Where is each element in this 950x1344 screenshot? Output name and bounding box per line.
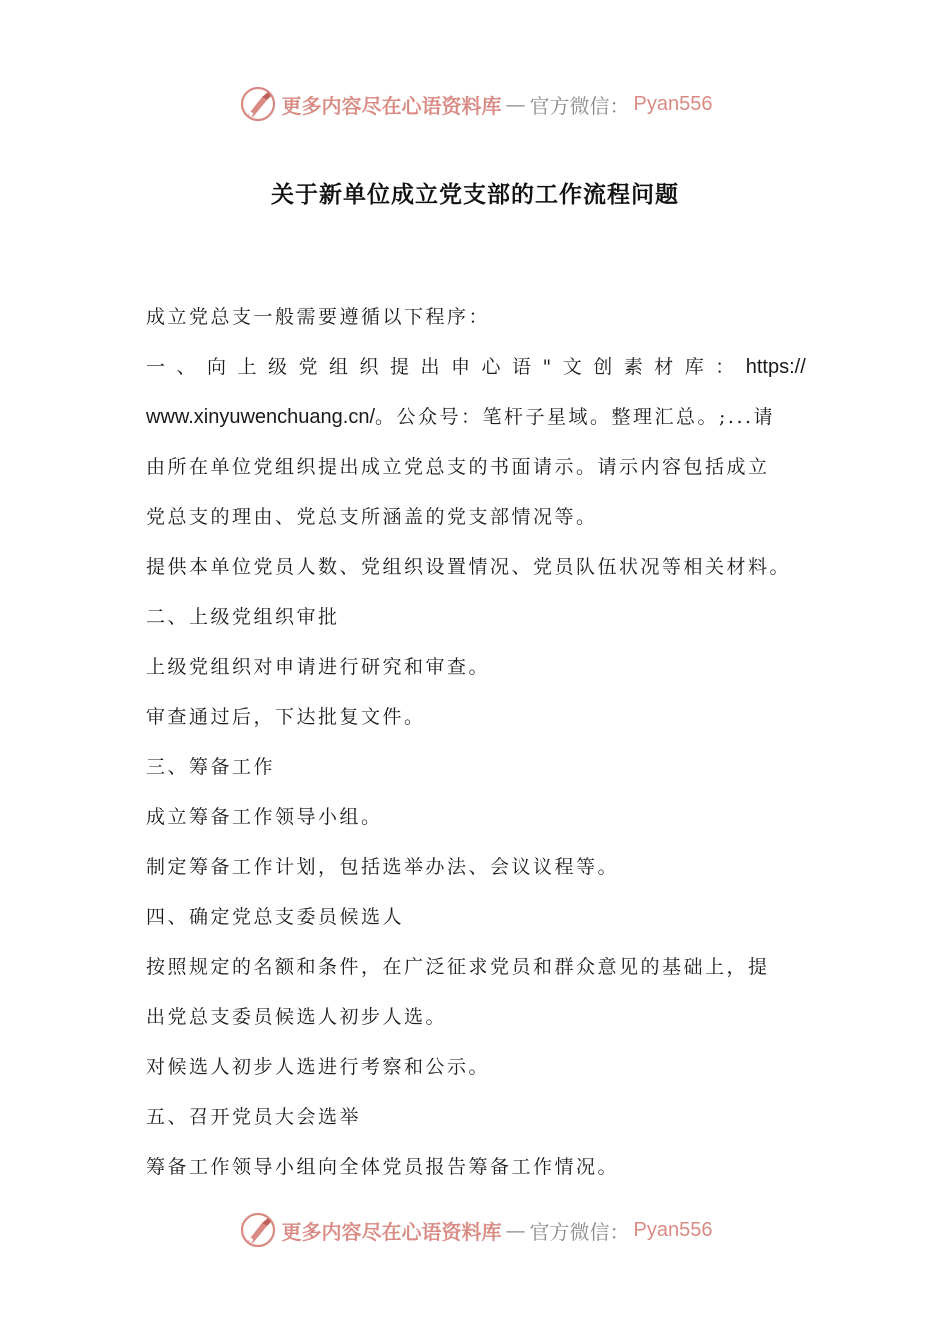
page-title: 关于新单位成立党支部的工作流程问题 xyxy=(271,182,679,208)
step1-line4: 党总支的理由、党总支所涵盖的党支部情况等。 xyxy=(146,506,598,528)
step1-url-part1[interactable]: https:// xyxy=(745,356,806,378)
step1-char: " xyxy=(542,356,552,378)
banner-main-text: 更多内容尽在心语资料库 xyxy=(281,93,502,118)
step1-char: 材 xyxy=(654,356,674,378)
banner-separator: — xyxy=(505,92,526,116)
step1-char: 库 xyxy=(684,356,704,378)
step1-char: 申 xyxy=(451,356,471,378)
pen-nib-logo-icon xyxy=(238,1210,278,1250)
step1-char: 上 xyxy=(237,356,257,378)
step2-line2: 审查通过后，下达批复文件。 xyxy=(146,706,426,728)
step2-line1: 上级党组织对申请进行研究和审查。 xyxy=(146,656,491,678)
step1-char: 党 xyxy=(298,356,318,378)
step1-char: 语 xyxy=(512,356,532,378)
step1-char: 一 xyxy=(146,356,166,378)
banner-main-text: 更多内容尽在心语资料库 xyxy=(281,1219,502,1244)
step1-line3: 由所在单位党组织提出成立党总支的书面请示。请示内容包括成立 xyxy=(146,456,770,478)
step3-line1: 成立筹备工作领导小组。 xyxy=(146,806,383,828)
step1-char: 心 xyxy=(481,356,501,378)
step1-char: 级 xyxy=(268,356,288,378)
step1-line2-rest: 。公众号：笔杆子星域。整理汇总。;...请 xyxy=(375,406,776,428)
document-body xyxy=(146,292,806,1192)
pen-nib-logo-icon xyxy=(238,84,278,124)
banner-wechat-id: Pyan556 xyxy=(633,92,713,115)
step1-char: 、 xyxy=(176,356,196,378)
banner-sub-text: 官方微信： xyxy=(529,1219,630,1244)
step1-char: 创 xyxy=(593,356,613,378)
step1-char: 出 xyxy=(420,356,440,378)
step4-heading: 四、确定党总支委员候选人 xyxy=(146,906,405,928)
step1-char: 素 xyxy=(623,356,643,378)
step3-heading: 三、筹备工作 xyxy=(146,756,276,778)
footer-watermark-banner xyxy=(0,1208,950,1252)
step1-url-part2[interactable]: www.xinyuwenchuang.cn/ xyxy=(146,406,376,428)
step5-line1: 筹备工作领导小组向全体党员报告筹备工作情况。 xyxy=(146,1156,620,1178)
banner-wechat-id: Pyan556 xyxy=(633,1218,713,1241)
step1-line2 xyxy=(146,392,806,442)
step1-char: 织 xyxy=(359,356,379,378)
step1-char: 向 xyxy=(207,356,227,378)
step1-line5: 提供本单位党员人数、党组织设置情况、党员队伍状况等相关材料。 xyxy=(146,556,792,578)
step4-line1: 按照规定的名额和条件，在广泛征求党员和群众意见的基础上，提 xyxy=(146,956,770,978)
header-watermark-banner xyxy=(0,82,950,126)
step1-char: 文 xyxy=(562,356,582,378)
step5-heading: 五、召开党员大会选举 xyxy=(146,1106,362,1128)
step4-line2: 出党总支委员候选人初步人选。 xyxy=(146,1006,448,1028)
step1-char: 组 xyxy=(329,356,349,378)
step4-line3: 对候选人初步人选进行考察和公示。 xyxy=(146,1056,491,1078)
step2-heading: 二、上级党组织审批 xyxy=(146,606,340,628)
step3-line2: 制定筹备工作计划，包括选举办法、会议议程等。 xyxy=(146,856,620,878)
step1-char: 提 xyxy=(390,356,410,378)
intro-line: 成立党总支一般需要遵循以下程序： xyxy=(146,306,491,328)
step1-char: ： xyxy=(715,356,735,378)
banner-sub-text: 官方微信： xyxy=(529,93,630,118)
step1-line1 xyxy=(146,342,806,392)
banner-separator: — xyxy=(505,1218,526,1242)
